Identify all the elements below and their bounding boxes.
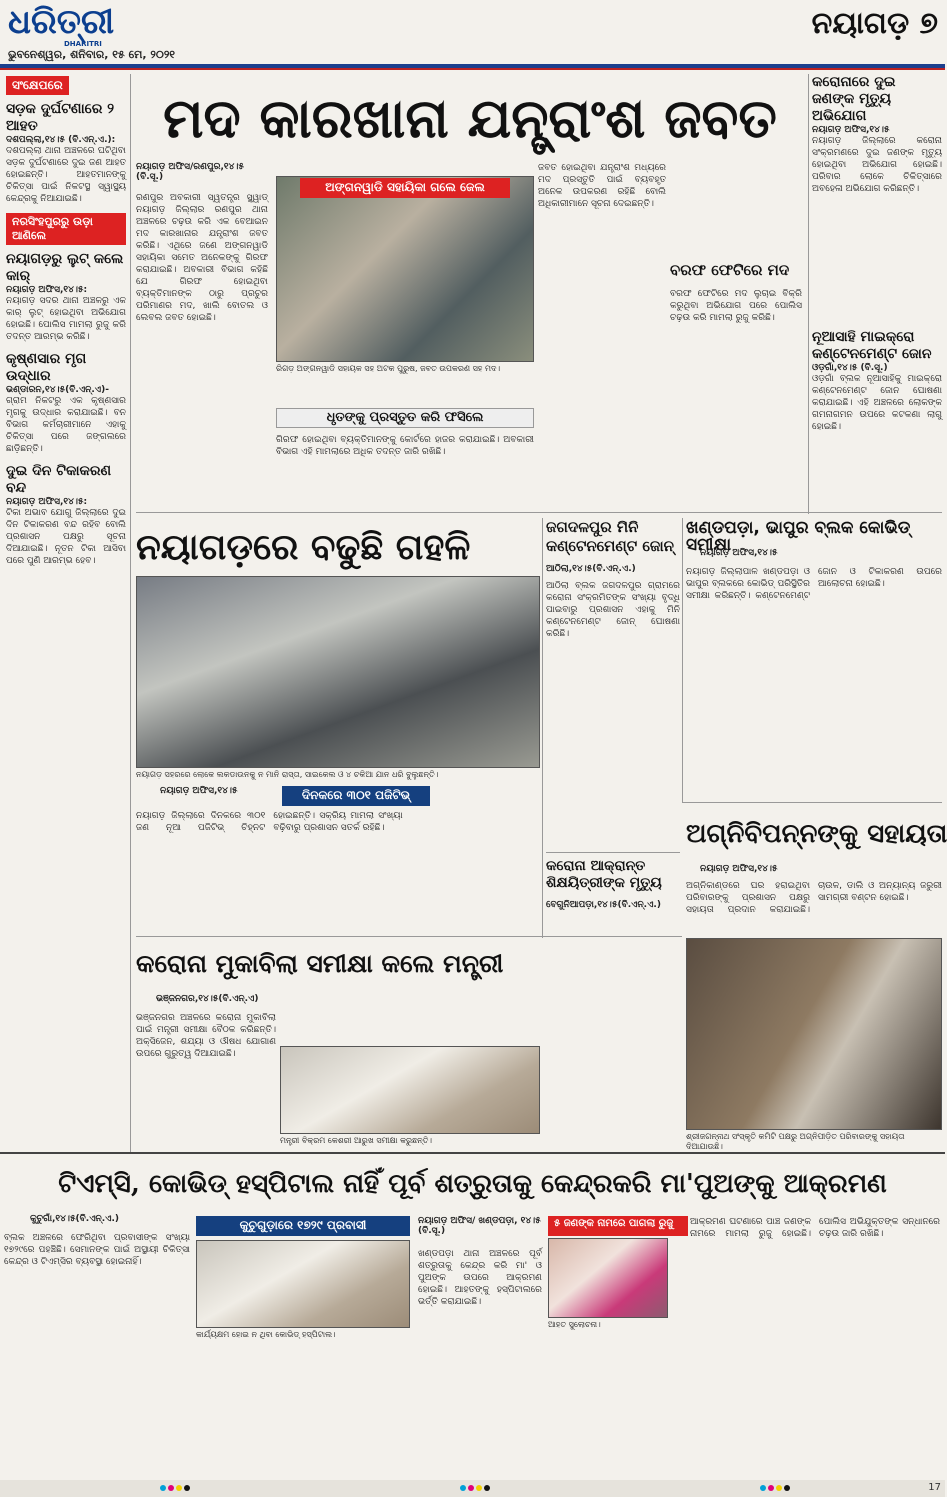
teacher-byline: ବେଗୁନିଆପଡ଼ା,୧୪।୫(ବି.ଏନ୍.ଏ.) bbox=[546, 900, 661, 910]
registration-dot bbox=[484, 1485, 490, 1491]
registration-dot bbox=[476, 1485, 482, 1491]
crowd-byline: ନୟାଗଡ଼ ଅଫିସ,୧୪।୫ bbox=[160, 786, 238, 796]
section-rule bbox=[546, 852, 680, 853]
section-rule bbox=[0, 1152, 945, 1154]
registration-dot bbox=[768, 1485, 774, 1491]
fire-photo bbox=[686, 938, 942, 1130]
jagadalpur-title: ଜଗଦଳପୁର ମିନି କଣ୍ଟେନମେଣ୍ଟ ଜୋନ୍ bbox=[546, 518, 674, 555]
jagadalpur-byline: ଆଠିଲା,୧୪।୫(ବି.ଏନ୍.ଏ.) bbox=[546, 564, 636, 574]
bottom-right-body: ଆକ୍ରମଣ ଘଟଣାରେ ପାଞ୍ଚ ଜଣଙ୍କ ନାମରେ ମାମଲା ରୁଜୁ ହୋଇଛି। ପୋଲିସ ଅଭିଯୁକ୍ତଙ୍କ ସନ୍ଧାନରେ ଚଢ଼ଉ ଜାରି ରଖିଛି। bbox=[690, 1217, 940, 1239]
injured-photo bbox=[548, 1238, 668, 1318]
lead-side-subhead: ବରଫ ଫେଟିରେ ମଦ bbox=[670, 261, 790, 279]
lead-byline: ନୟାଗଡ଼ ଅଫିସ/ରଣପୁର,୧୪।୫ (ବି.ସୂ.) bbox=[136, 162, 245, 182]
right-story-body: ନୟାଗଡ଼ ଜିଲ୍ଲାରେ କରୋନା ସଂକ୍ରମଣରେ ଦୁଇ ଜଣଙ୍କ ମୃତ୍ୟୁ ହୋଇଥିବା ଅଭିଯୋଗ ହୋଇଛି। ପରିବାର ଲୋକେ ଚିକିତ୍ସାରେ ଅବହେଳା ଅଭିଯୋଗ କରିଛନ୍ତି। bbox=[812, 136, 942, 194]
section-rule bbox=[136, 512, 942, 513]
minister-byline: ଭଞ୍ଜନଗର,୧୪।୫(ବି.ଏନ୍.ଏ) bbox=[156, 994, 259, 1004]
registration-dot bbox=[776, 1485, 782, 1491]
brief-item bbox=[6, 351, 126, 455]
crowd-photo bbox=[136, 576, 540, 768]
column-divider bbox=[808, 74, 809, 514]
bottom-right-label: ୫ ଜଣଙ୍କ ନାମରେ ପାଗଲା ରୁଜୁ bbox=[548, 1216, 688, 1236]
brief-byline: ଭଣ୍ଡାରନ,୧୪।୫(ବି.ଏନ୍.ଏ)- bbox=[6, 385, 109, 395]
lead-headline: ମଦ କାରଖାନା ଯନ୍ତ୍ରାଂଶ ଜବତ bbox=[163, 86, 777, 150]
lead-body: ରଣପୁର ଅବକାରୀ ସ୍ୱତନ୍ତ୍ର ସ୍କ୍ୱାଡ୍ ନୟାଗଡ଼ ଜିଲ୍ଲାର ରଣପୁର ଥାନା ଅଞ୍ଚଳରେ ଚଢ଼ଉ କରି ଏକ ବେଆଇନ ମଦ କାରଖାନାର ଯନ୍ତ୍ରାଂଶ ଜବତ କରିଛି। ଏଥିରେ ଜଣେ ଅଙ୍ଗନୱାଡି ସହାୟିକା ସମେତ ଅନେକଙ୍କୁ ଗିରଫ କରାଯାଇଛି। ଅବକାରୀ ବିଭାଗ କହିଛି ଯେ ଗିରଫ ହୋଇଥିବା ବ୍ୟକ୍ତିମାନଙ୍କ ଠାରୁ ପ୍ରଚୁର ପରିମାଣର ମଦ, ଖାଲି ବୋତଲ ଓ ଲେବଲ ଜବତ ହୋଇଛି। bbox=[136, 193, 268, 323]
left-brief-column bbox=[6, 74, 126, 1154]
bottom-center-body: ଖଣ୍ଡପଡ଼ା ଥାନା ଅଞ୍ଚଳରେ ପୂର୍ବ ଶତ୍ରୁତାକୁ କେନ୍ଦ୍ର କରି ମା' ଓ ପୁଅଙ୍କ ଉପରେ ଆକ୍ରମଣ ହୋଇଛି। ଆହତଙ୍କୁ ହସ୍ପିଟାଲରେ ଭର୍ତ୍ତି କରାଯାଇଛି। bbox=[418, 1249, 542, 1307]
bottom-left-body: ବ୍ଲକ ଅଞ୍ଚଳରେ ଫେରିଥିବା ପ୍ରବାସୀଙ୍କ ସଂଖ୍ୟା ୧୭୨୯ରେ ପହଞ୍ଚିଛି। ସେମାନଙ୍କ ପାଇଁ ଅସ୍ଥାୟୀ ଚିକିତ୍ସା କେନ୍ଦ୍ର ଓ ଟିଏମ୍‌ସିର ବ୍ୟବସ୍ଥା ହୋଇନାହିଁ। bbox=[4, 1233, 190, 1267]
lead-side-subbody: ବରଫ ଫେଟିରେ ମଦ ଲୁଚାଇ ବିକ୍ରି କରୁଥିବା ଅଭିଯୋଗ ପରେ ପୋଲିସ ଚଢ଼ଉ କରି ମାମଲା ରୁଜୁ କରିଛି। bbox=[670, 289, 802, 323]
brief-text: ଗ୍ରାମ ନିକଟରୁ ଏକ କୃଷ୍ଣସାର ମୃଗକୁ ଉଦ୍ଧାର କରାଯାଇଛି। ବନ ବିଭାଗ କର୍ମଚାରୀମାନେ ଏହାକୁ ଚିକିତ୍ସା ପରେ ଜଙ୍ଗଲରେ ଛାଡ଼ିଛନ୍ତି। bbox=[6, 396, 126, 454]
minister-body: ଭଞ୍ଜନଗର ଅଞ୍ଚଳରେ କରୋନା ମୁକାବିଲା ପାଇଁ ମନ୍ତ୍ରୀ ସମୀକ୍ଷା ବୈଠକ କରିଛନ୍ତି। ଅକ୍ସିଜେନ, ଶଯ୍ୟା ଓ ଔଷଧ ଯୋଗାଣ ଉପରେ ଗୁରୁତ୍ୱ ଦିଆଯାଇଛି। bbox=[136, 1013, 276, 1059]
registration-dot bbox=[760, 1485, 766, 1491]
brief-byline: ନୟାଗଡ଼ ଅଫିସ,୧୪।୫: bbox=[6, 285, 88, 295]
lead-subhead: ଧୃତଙ୍କୁ ପ୍ରସ୍ତୁତ କରି ଫସିଲେ bbox=[276, 408, 534, 428]
crowd-caption: ନୟାଗଡ଼ ସହରରେ ଲୋକେ ଲକଡାଉନକୁ ନ ମାନି ରାସ୍ତା, ସାଇକେଲ ଓ ୪ ଚକିଆ ଯାନ ଧରି ବୁଲୁଛନ୍ତି। bbox=[136, 770, 439, 779]
column-divider bbox=[130, 74, 131, 1154]
khandapada-byline: ନୟାଗଡ଼ ଅଫିସ,୧୪।୫ bbox=[700, 548, 778, 558]
column-divider bbox=[682, 518, 683, 802]
fire-body: ଅଗ୍ନିକାଣ୍ଡରେ ଘର ହରାଇଥିବା ପରିବାରଙ୍କୁ ପ୍ରଶାସନ ପକ୍ଷରୁ ସହାୟତା ପ୍ରଦାନ କରାଯାଇଛି। ଚାଉଳ, ଡାଲି ଓ ଅନ୍ୟାନ୍ୟ ଜରୁରୀ ସାମଗ୍ରୀ ବଣ୍ଟନ ହୋଇଛି। bbox=[686, 881, 942, 915]
right-top-column bbox=[812, 74, 942, 514]
registration-dot bbox=[184, 1485, 190, 1491]
bottom-headline: ଟିଏମ୍‌ସି, କୋଭିଡ୍ ହସ୍ପିଟାଲ ନାହିଁ ପୂର୍ବ ଶତ୍ରୁତାକୁ କେନ୍ଦ୍ରକରି ମା'ପୁଅଙ୍କୁ ଆକ୍ରମଣ bbox=[58, 1169, 887, 1199]
khandapada-title: ଖଣ୍ଡପଡ଼ା, ଭାପୁର ବ୍ଲକ କୋଭିଡ୍ ସମୀକ୍ଷା bbox=[686, 518, 911, 555]
hospital-photo bbox=[196, 1240, 410, 1328]
brief-item bbox=[6, 251, 126, 343]
right-story2-title: ନୂଆସାହି ମାଇକ୍ରୋ କଣ୍ଟେନମେଣ୍ଟ ଜୋନ bbox=[812, 329, 932, 362]
logo-text: ଧରିତ୍ରୀ bbox=[8, 2, 115, 42]
lead-sub-body: ଗିରଫ ହୋଇଥିବା ବ୍ୟକ୍ତିମାନଙ୍କୁ କୋର୍ଟରେ ହାଜର କରାଯାଇଛି। ଅବକାରୀ ବିଭାଗ ଏହି ମାମଲାରେ ଅଧିକ ତଦନ୍ତ ଜାରି ରଖିଛି। bbox=[276, 435, 534, 457]
masthead-logo bbox=[8, 4, 208, 48]
lead-caption: ରିଗଡ଼ ଅଙ୍ଗନୱାଡି ସହାୟକ ସହ ଅଟକ ପୁରୁଷ, ଜବତ ଉପକରଣ ସହ ମଦ। bbox=[276, 364, 501, 373]
right-story2-body: ଓଡ଼ଗାଁ ବ୍ଲକ ନୂଆସାହିକୁ ମାଇକ୍ରୋ କଣ୍ଟେନମେଣ୍ଟ ଜୋନ ଘୋଷଣା କରାଯାଇଛି। ଏହି ଅଞ୍ଚଳରେ ଲୋକଙ୍କ ଗମନାଗମନ ଉପରେ କଟକଣା ଲାଗୁ ହୋଇଛି। bbox=[812, 374, 942, 432]
lead-photo-label: ଅଙ୍ଗନୱାଡି ସହାୟିକା ଗଲେ ଜେଲ bbox=[300, 178, 510, 198]
logo-subtext: DHARITRI bbox=[64, 40, 102, 48]
minister-photo bbox=[280, 1046, 540, 1134]
footer-bar bbox=[0, 1480, 945, 1497]
brief-title: କୃଷ୍ଣସାର ମୃଗ ଉଦ୍ଧାର bbox=[6, 351, 87, 384]
right-story-byline: ନୟାଗଡ଼ ଅଫିସ,୧୪।୫ bbox=[812, 125, 890, 135]
jagadalpur-body: ଆଠିଲା ବ୍ଲକ ଜଗଦଳପୁର ଗ୍ରାମରେ କରୋନା ସଂକ୍ରମିତଙ୍କ ସଂଖ୍ୟା ବୃଦ୍ଧି ପାଇବାରୁ ପ୍ରଶାସନ ଏହାକୁ ମିନି କଣ୍ଟେନମେଣ୍ଟ ଜୋନ୍ ଘୋଷଣା କରିଛି। bbox=[546, 581, 680, 639]
column-divider bbox=[542, 518, 543, 938]
fire-caption: ଶ୍ରୀଜଗନ୍ନାଥ ସଂସ୍କୃତି କମିଟି ପକ୍ଷରୁ ଅଗ୍ନିପୀଡ଼ିତ ପରିବାରଙ୍କୁ ସହାୟତା ଦିଆଯାଉଛି। bbox=[686, 1132, 905, 1151]
brief-text: ଟିକା ଅଭାବ ଯୋଗୁ ଜିଲ୍ଲାରେ ଦୁଇ ଦିନ ଟିକାକରଣ ବନ୍ଦ ରହିବ ବୋଲି ପ୍ରଶାସନ ପକ୍ଷରୁ ସୂଚନା ଦିଆଯାଇଛି। ନୂତନ ଟିକା ଆସିବା ପରେ ପୁଣି ଆରମ୍ଭ ହେବ। bbox=[6, 508, 126, 566]
brief-item bbox=[6, 463, 126, 567]
bottom-left-label: କୁଚୁଗୁଡ଼ାରେ ୧୭୨୯ ପ୍ରବାସୀ bbox=[196, 1216, 410, 1236]
brief-title: ସଡ଼କ ଦୁର୍ଘଟଣାରେ ୨ ଆହତ bbox=[6, 101, 115, 134]
registration-dot bbox=[176, 1485, 182, 1491]
brief-byline: ଦଶପଲ୍ଲା,୧୪।୫ (ବି.ଏନ୍.ଏ.): bbox=[6, 135, 116, 145]
registration-dot bbox=[784, 1485, 790, 1491]
brief-text: ନୟାଗଡ଼ ସଦର ଥାନା ଅଞ୍ଚଳରୁ ଏକ କାର୍ ଲୁଟ୍ ହୋଇଥିବା ଅଭିଯୋଗ ହୋଇଛି। ପୋଲିସ ମାମଲା ରୁଜୁ କରି ତଦନ୍ତ ଆରମ୍ଭ କରିଛି। bbox=[6, 296, 126, 342]
minister-headline: କରୋନା ମୁକାବିଲା ସମୀକ୍ଷା କଲେ ମନ୍ତ୍ରୀ bbox=[136, 949, 504, 978]
minister-caption: ମନ୍ତ୍ରୀ ବିକ୍ରମ କେଶରୀ ଆରୁଖ ସମୀକ୍ଷା କରୁଛନ୍ତି। bbox=[280, 1136, 433, 1145]
bottom-left-caption: କାର୍ଯ୍ୟକ୍ଷମ ହୋଇ ନ ଥିବା କୋଭିଡ୍ ହସ୍ପିଟାଲ। bbox=[196, 1330, 336, 1339]
lead-side-body: ଜବତ ହୋଇଥିବା ଯନ୍ତ୍ରାଂଶ ମଧ୍ୟରେ ମଦ ପ୍ରସ୍ତୁତି ପାଇଁ ବ୍ୟବହୃତ ଅନେକ ଉପକରଣ ରହିଛି ବୋଲି ଅଧିକାରୀମାନେ ସୂଚନା ଦେଇଛନ୍ତି। bbox=[538, 163, 666, 209]
crowd-headline: ନୟାଗଡ଼ରେ ବଢୁଛି ଗହଳି bbox=[136, 526, 471, 568]
brief-title: ନୟାଗଡ଼ରୁ ଲୁଟ୍ କଲେ କାର୍ bbox=[6, 251, 124, 284]
page-name: ନୟାଗଡ଼ ୭ bbox=[811, 6, 938, 41]
fire-headline: ଅଗ୍ନିବିପନ୍ନଙ୍କୁ ସହାୟତା bbox=[686, 819, 947, 849]
registration-dot bbox=[460, 1485, 466, 1491]
teacher-title: କରୋନା ଆକ୍ରାନ୍ତ ଶିକ୍ଷୟିତ୍ରୀଙ୍କ ମୃତ୍ୟୁ bbox=[546, 858, 662, 891]
lead-photo bbox=[276, 176, 534, 362]
section-rule bbox=[136, 936, 682, 937]
bottom-center-byline: ନୟାଗଡ଼ ଅଫିସ/ ଖଣ୍ଡପଡ଼ା, ୧୪।୫ (ବି.ସୂ.) bbox=[418, 1216, 541, 1236]
brief-banner: ନରସିଂହପୁରରୁ ଉଡ଼ା ଆଣିଲେ bbox=[6, 213, 126, 245]
right-story-title: କରୋନାରେ ଦୁଇ ଜଣଙ୍କ ମୃତ୍ୟୁ ଅଭିଯୋଗ bbox=[812, 74, 896, 124]
dateline: ଭୁବନେଶ୍ୱର, ଶନିବାର, ୧୫ ମେ, ୨୦୨୧ bbox=[8, 48, 176, 61]
registration-dot bbox=[160, 1485, 166, 1491]
brief-text: ଦଶପଲ୍ଲା ଥାନା ଅଞ୍ଚଳରେ ଘଟିଥିବା ସଡ଼କ ଦୁର୍ଘଟଣାରେ ଦୁଇ ଜଣ ଆହତ ହୋଇଛନ୍ତି। ଆହତମାନଙ୍କୁ ଚିକିତ୍ସା ପାଇଁ ନିକଟସ୍ଥ ସ୍ୱାସ୍ଥ୍ୟ କେନ୍ଦ୍ରକୁ ନିଆଯାଇଛି। bbox=[6, 146, 126, 204]
bottom-left-byline: କୁଚୁଗାଁ,୧୪।୫(ବି.ଏନ୍.ଏ.) bbox=[30, 1214, 120, 1224]
brief-item bbox=[6, 101, 126, 205]
registration-dot bbox=[468, 1485, 474, 1491]
fire-byline: ନୟାଗଡ଼ ଅଫିସ,୧୪।୫ bbox=[700, 864, 778, 874]
brief-title: ଦୁଇ ଦିନ ଟିକାକରଣ ବନ୍ଦ bbox=[6, 463, 112, 496]
positive-count-label: ଦିନକରେ ୩୦୧ ପଜିଟିଭ୍ bbox=[282, 786, 430, 806]
section-rule bbox=[682, 802, 942, 803]
right-story2-byline: ଓଡ଼ଗାଁ,୧୪।୫ (ବି.ସୂ.) bbox=[812, 363, 888, 373]
bottom-right-caption: ଆହତ ସୁଲୋଚନା। bbox=[548, 1320, 601, 1329]
top-rule-red bbox=[0, 68, 945, 70]
section-label-briefs: ସଂକ୍ଷେପରେ bbox=[6, 76, 69, 95]
brief-byline: ନୟାଗଡ଼ ଅଫିସ,୧୪।୫: bbox=[6, 497, 88, 507]
registration-dot bbox=[168, 1485, 174, 1491]
khandapada-body: ନୟାଗଡ଼ ଜିଲ୍ଲାପାଳ ଖଣ୍ଡପଡ଼ା ଓ ଭାପୁର ବ୍ଲକରେ କୋଭିଡ୍ ପରିସ୍ଥିତିର ସମୀକ୍ଷା କରିଛନ୍ତି। କଣ୍ଟେନମେଣ୍ଟ ଜୋନ ଓ ଟିକାକରଣ ଉପରେ ଆଲୋଚନା ହୋଇଛି। bbox=[686, 567, 942, 601]
crowd-body: ନୟାଗଡ଼ ଜିଲ୍ଲାରେ ଦିନକରେ ୩୦୧ ଜଣ ନୂଆ ପଜିଟିଭ୍ ଚିହ୍ନଟ ହୋଇଛନ୍ତି। ସକ୍ରିୟ ମାମଲା ସଂଖ୍ୟା ବଢ଼ିବାରୁ ପ୍ରଶାସନ ସତର୍କ ରହିଛି। bbox=[136, 811, 403, 833]
page-number: 17 bbox=[928, 1482, 941, 1493]
